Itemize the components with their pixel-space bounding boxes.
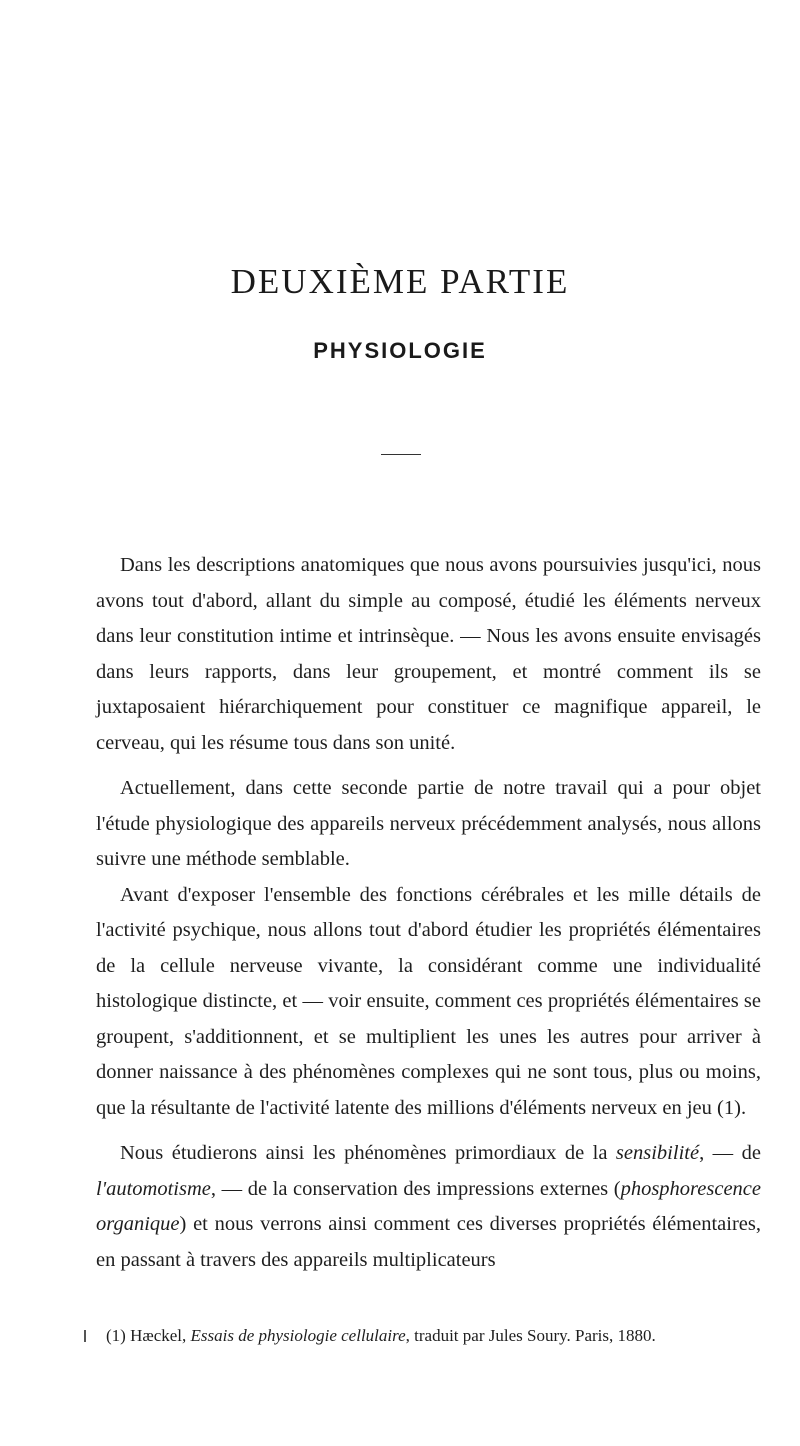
paragraph-4-text: , — de <box>699 1142 761 1164</box>
body-text <box>96 548 761 1278</box>
paragraph-2: Actuellement, dans cette seconde partie de notre travail qui a pour objet l'étude physiologique des appareils nerveux précédemment analysés, nous allons suivre une méthode semblable. <box>96 777 761 870</box>
footnote-marker-rule <box>84 1330 86 1342</box>
paragraph-4-text: ) et nous verrons ainsi comment ces diverses propriétés élémentaires, en passant à travers des appareils multiplicateurs <box>96 1213 761 1271</box>
paragraph-4-text: Nous étudierons ainsi les phénomènes primordiaux de la <box>120 1142 616 1164</box>
paragraph-1: Dans les descriptions anatomiques que nous avons poursuivies jusqu'ici, nous avons tout d'abord, allant du simple au composé, étudié les éléments nerveux dans leur constitution intime et intrinsèque. — Nous les avons ensuite envisagés dans leurs rapports, dans leur groupement, et montré comment ils se juxtaposaient hiérarchiquement pour constituer ce magnifique appareil, le cerveau, qui les résume tous dans son unité. <box>96 554 761 754</box>
section-title: PHYSIOLOGIE <box>313 338 487 363</box>
term-automotisme: l'automotisme <box>96 1177 211 1200</box>
part-title: DEUXIÈME PARTIE <box>230 262 570 301</box>
footnote-rest: , traduit par Jules Soury. Paris, 1880. <box>405 1326 656 1345</box>
footnote-author: Hæckel, <box>130 1326 191 1345</box>
term-sensibilite: sensibilité <box>615 1142 700 1164</box>
paragraph-4-text: , — de la conservation des impressions externes ( <box>210 1177 621 1200</box>
paragraph-4 <box>96 1136 761 1278</box>
title-divider <box>381 454 421 455</box>
footnote-mark: (1) <box>106 1326 126 1345</box>
footnote <box>106 1325 766 1347</box>
footnote-title: Essais de physiologie cellulaire <box>190 1326 406 1345</box>
paragraph-3: Avant d'exposer l'ensemble des fonctions cérébrales et les mille détails de l'activité psychique, nous allons tout d'abord étudier les propriétés élémentaires de la cellule nerveuse vivante, la considérant comme une individualité histologique distincte, et — voir ensuite, comment ces propriétés élémentaires se groupent, s'additionnent, et se multiplient les unes les autres pour arriver à donner naissance à des phénomènes complexes qui ne sont tous, plus ou moins, que la résultante de l'activité latente des millions d'éléments nerveux en jeu (1). <box>96 883 761 1119</box>
term-phosphorescence: phosphorescence organique <box>96 1177 761 1235</box>
